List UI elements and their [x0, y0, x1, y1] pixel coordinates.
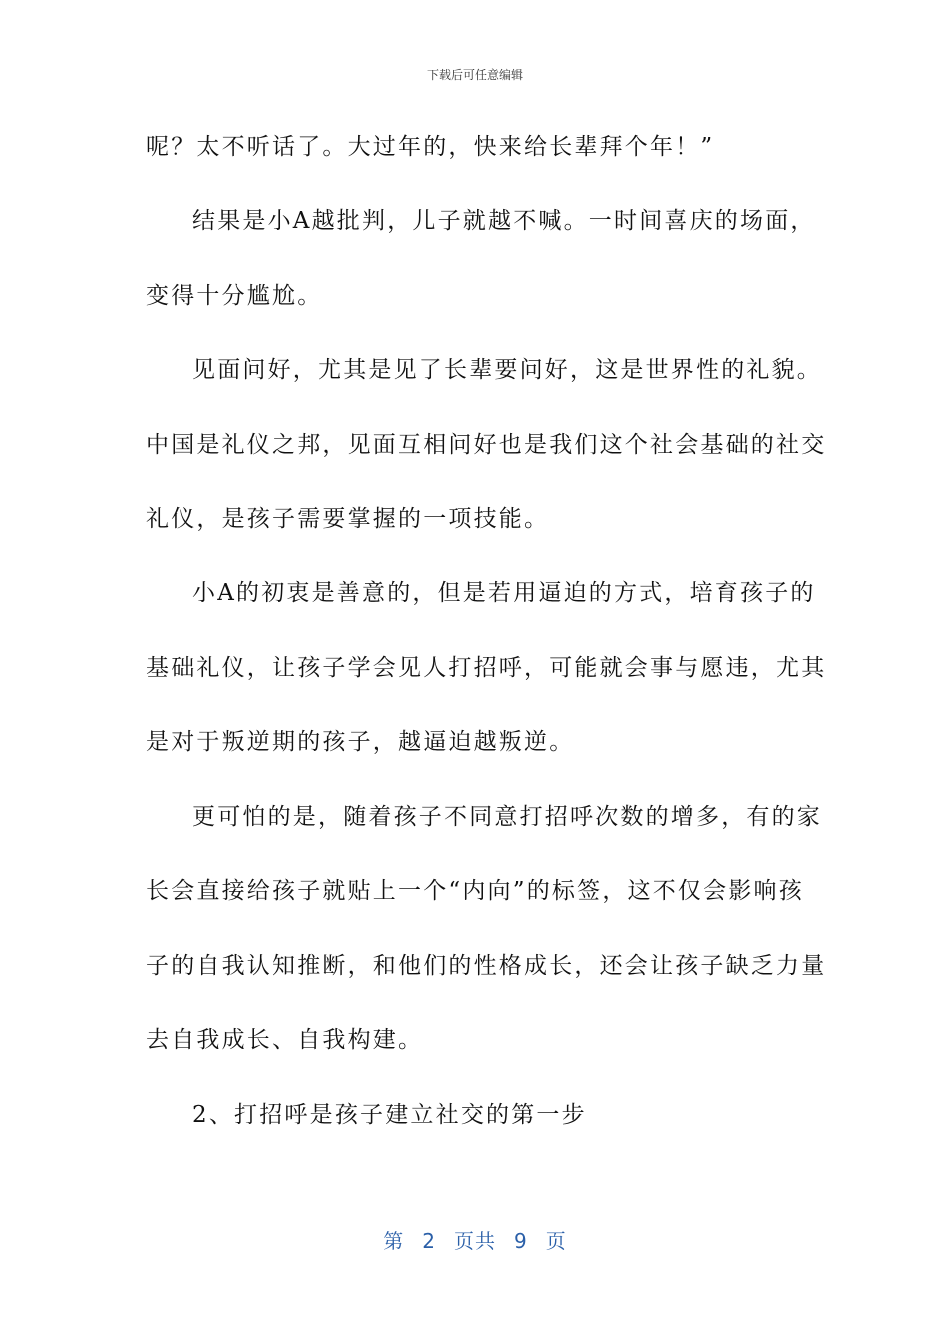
- text-line: 去自我成长、自我构建。: [146, 1027, 424, 1053]
- page-header: 下载后可任意编辑: [426, 68, 523, 82]
- text-line: 小A的初衷是善意的，但是若用逼迫的方式，培育孩子的: [192, 580, 816, 606]
- total-page-number: 9: [514, 1229, 528, 1253]
- text-line: 呢？太不听话了。大过年的，快来给长辈拜个年！”: [146, 134, 715, 160]
- text-line: 长会直接给孩子就贴上一个“内向”的标签，这不仅会影响孩: [146, 878, 804, 904]
- text-line: 子的自我认知推断，和他们的性格成长，还会让孩子缺乏力量: [146, 953, 827, 979]
- text-line: 结果是小A越批判，儿子就越不喊。一时间喜庆的场面，: [192, 208, 816, 234]
- footer-prefix: 第: [383, 1229, 405, 1253]
- section-heading: 2、打招呼是孩子建立社交的第一步: [192, 1102, 587, 1128]
- page-number-footer: [0, 1225, 950, 1254]
- text-line: 是对于叛逆期的孩子，越逼迫越叛逆。: [146, 729, 575, 755]
- footer-suffix: 页: [545, 1229, 567, 1253]
- text-line: 基础礼仪，让孩子学会见人打招呼，可能就会事与愿违，尤其: [146, 655, 827, 681]
- current-page-number: 2: [422, 1229, 436, 1253]
- footer-middle: 页共: [454, 1229, 496, 1253]
- text-line: 礼仪，是孩子需要掌握的一项技能。: [146, 506, 550, 532]
- text-line: 变得十分尴尬。: [146, 283, 323, 309]
- text-line: 中国是礼仪之邦，见面互相问好也是我们这个社会基础的社交: [146, 432, 827, 458]
- text-line: 见面问好，尤其是见了长辈要问好，这是世界性的礼貌。: [192, 357, 822, 383]
- text-line: 更可怕的是，随着孩子不同意打招呼次数的增多，有的家: [192, 804, 822, 830]
